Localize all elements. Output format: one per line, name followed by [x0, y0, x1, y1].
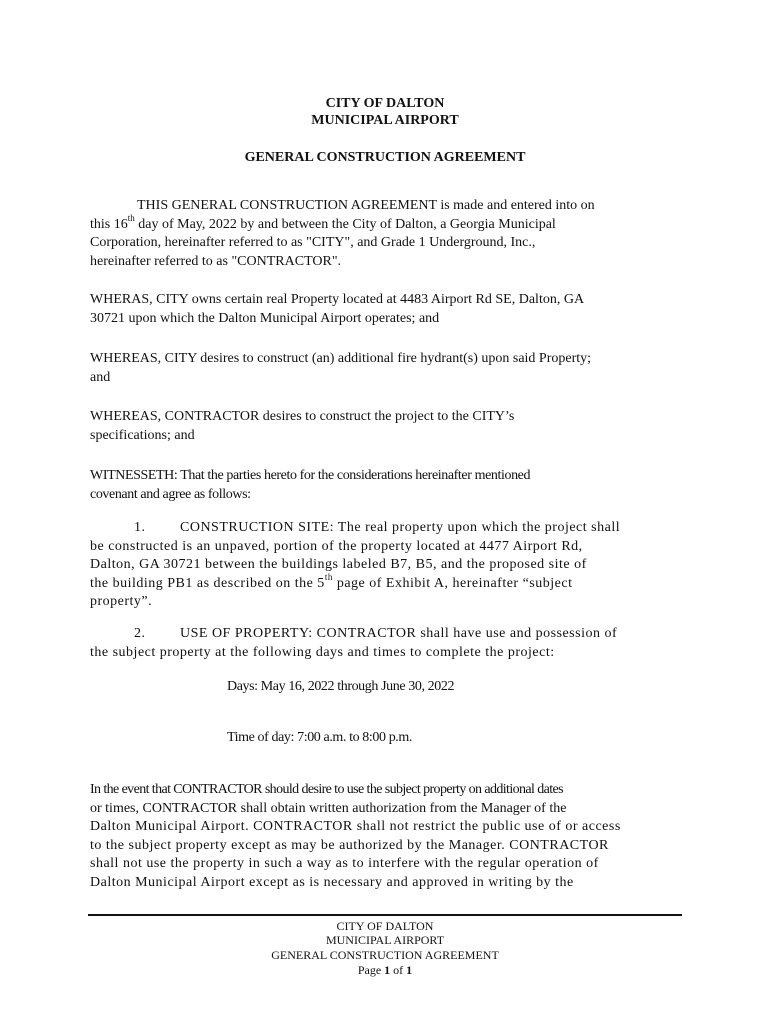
whereas-paragraph-2 — [90, 350, 690, 387]
witnesseth-line-2: covenant and agree as follows: — [90, 486, 251, 502]
section2-line-1 — [90, 625, 690, 644]
footer-city: CITY OF DALTON — [336, 919, 434, 933]
intro-line-2b: day of May, 2022 by and between the City of Dalton, a Georgia Municipal — [134, 216, 556, 232]
event-line-5: shall not use the property in such a way as to interfere with the regular operation of — [90, 856, 599, 871]
footer-page-of: of — [390, 963, 407, 977]
event-line-4: to the subject property except as may be authorized by the Manager. CONTRACTOR — [90, 837, 609, 853]
whereas3-line-2: specifications; and — [90, 427, 195, 443]
footer-page-total: 1 — [406, 963, 413, 977]
whereas2-line-2: and — [90, 369, 111, 385]
whereas1-line-1: WHERAS, CITY owns certain real Property located at 4483 Airport Rd SE, Dalton, GA — [90, 292, 585, 307]
witnesseth-paragraph — [90, 467, 690, 504]
section1-line-4a: the building PB1 as described on the 5 — [90, 575, 325, 591]
footer-airport: MUNICIPAL AIRPORT — [325, 933, 445, 947]
intro-line-1: THIS GENERAL CONSTRUCTION AGREEMENT is made and entered into on — [137, 198, 595, 213]
intro-line-3: Corporation, hereinafter referred to as "CITY", and Grade 1 Underground, Inc., — [90, 235, 536, 250]
whereas2-line-1: WHEREAS, CITY desires to construct (an) additional fire hydrant(s) upon said Property; — [90, 351, 592, 366]
header-city: CITY OF DALTON — [325, 96, 445, 111]
section2-number: 2. — [134, 626, 146, 641]
intro-paragraph — [90, 197, 690, 271]
event-line-6: Dalton Municipal Airport except as is necessary and approved in writing by the — [90, 874, 574, 890]
footer-divider — [88, 914, 682, 916]
witnesseth-line-1: WITNESSETH: That the parties hereto for the considerations hereinafter mentioned — [90, 468, 531, 483]
event-line-2: or times, CONTRACTOR shall obtain written authorization from the Manager of the — [90, 800, 567, 816]
section1-line-4b: page of Exhibit A, hereinafter “subject — [332, 575, 573, 591]
section2-time: Time of day: 7:00 a.m. to 8:00 p.m. — [227, 730, 412, 745]
section1-line-3: Dalton, GA 30721 between the buildings labeled B7, B5, and the proposed site of — [90, 557, 587, 572]
section1-line-2: be constructed is an unpaved, portion of the property located at 4477 Airport Rd, — [90, 538, 583, 554]
section1-line-4 — [90, 571, 690, 594]
whereas-paragraph-3 — [90, 408, 690, 445]
whereas-paragraph-1 — [90, 291, 690, 328]
section2-days: Days: May 16, 2022 through June 30, 2022 — [227, 679, 455, 694]
footer-page-number — [0, 963, 770, 978]
section1-line-1-text: CONSTRUCTION SITE: The real property upon which the project shall — [180, 520, 621, 535]
section1-ordinal-suffix: th — [324, 571, 333, 582]
whereas1-line-2: 30721 upon which the Dalton Municipal Airport operates; and — [90, 310, 440, 326]
header-airport: MUNICIPAL AIRPORT — [311, 113, 459, 128]
section-use-of-property — [90, 625, 690, 662]
event-paragraph — [90, 781, 690, 892]
whereas3-line-1: WHEREAS, CONTRACTOR desires to construct the project to the CITY’s — [90, 409, 515, 424]
intro-line-4: hereinafter referred to as "CONTRACTOR". — [90, 253, 342, 269]
section-construction-site — [90, 519, 690, 612]
intro-ordinal-suffix: th — [127, 212, 135, 223]
section2-line-2: the subject property at the following days and times to complete the project: — [90, 644, 555, 660]
section1-number: 1. — [134, 520, 146, 535]
intro-line-2a: this 16 — [90, 216, 128, 232]
event-line-1: In the event that CONTRACTOR should desire to use the subject property on additional dates — [90, 782, 563, 797]
section1-line-1 — [90, 519, 690, 538]
document-title: GENERAL CONSTRUCTION AGREEMENT — [244, 150, 526, 165]
section2-line-1-text: USE OF PROPERTY: CONTRACTOR shall have use and possession of — [180, 626, 618, 641]
footer-title: GENERAL CONSTRUCTION AGREEMENT — [271, 948, 499, 962]
event-line-3: Dalton Municipal Airport. CONTRACTOR shall not restrict the public use of or access — [90, 819, 621, 834]
footer-page-label: Page — [357, 963, 385, 977]
section1-line-5: property”. — [90, 594, 153, 609]
intro-line-2 — [90, 212, 690, 235]
footer-page-current: 1 — [384, 963, 391, 977]
